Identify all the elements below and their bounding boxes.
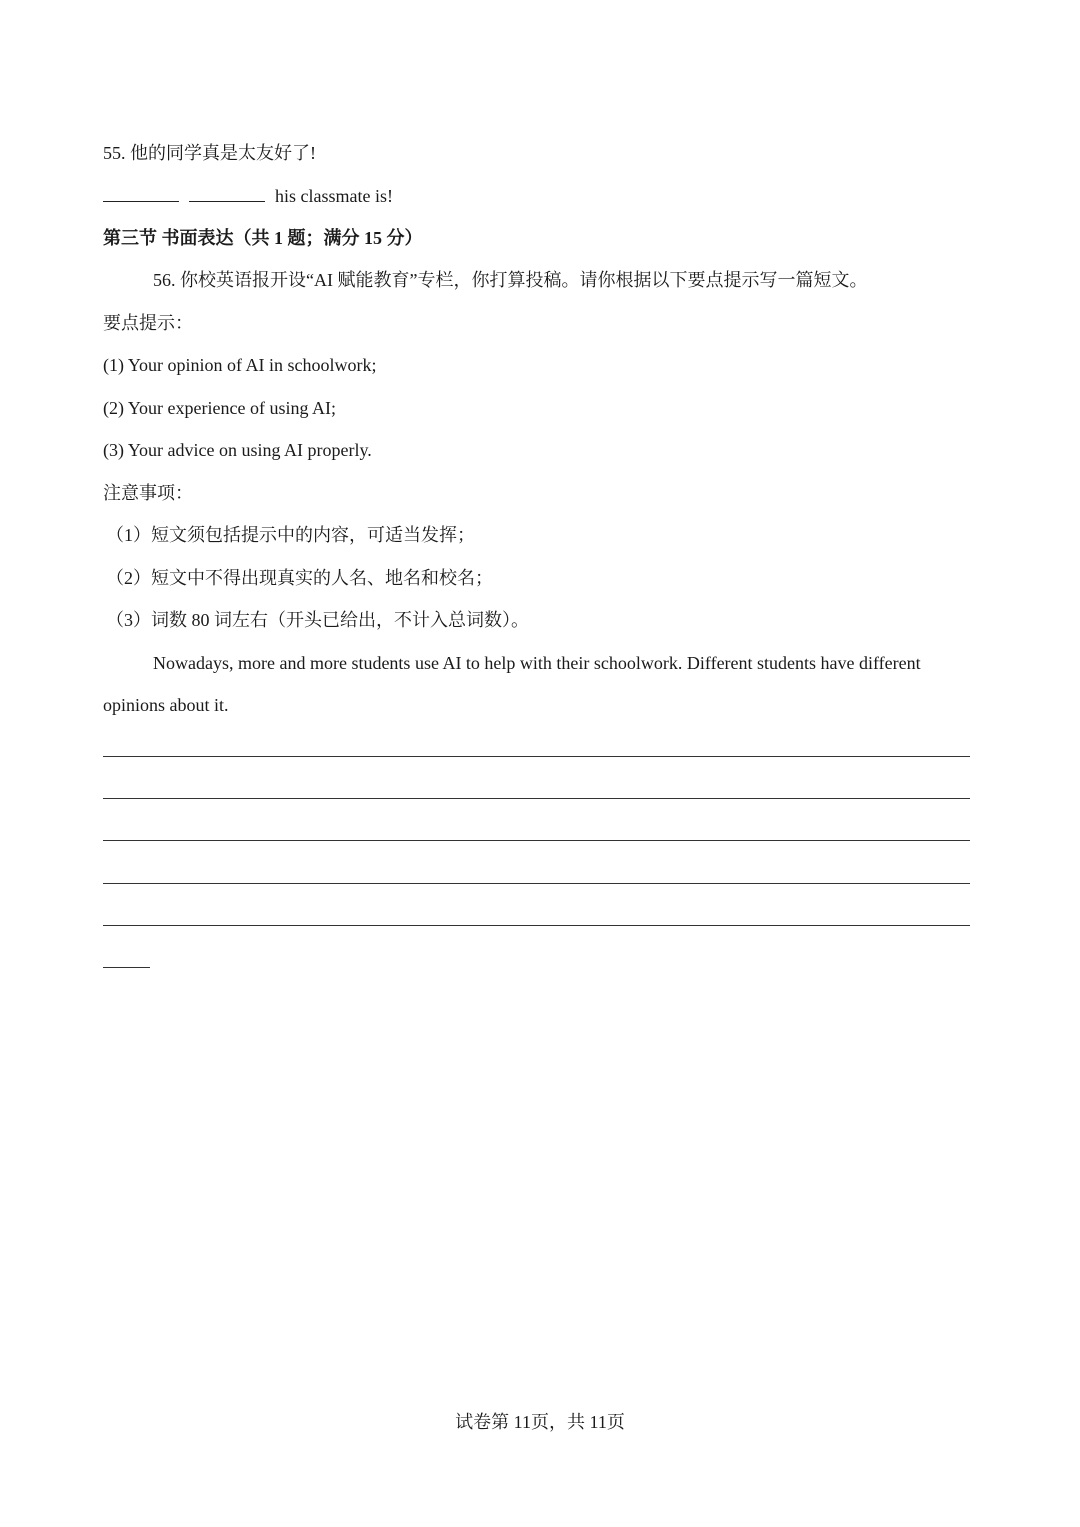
writing-line[interactable] bbox=[103, 798, 970, 799]
question-56-prompt: 56. 你校英语报开设“AI 赋能教育”专栏，你打算投稿。请你根据以下要点提示写一篇短文。 bbox=[153, 270, 868, 290]
writing-line[interactable] bbox=[103, 883, 970, 884]
note-item: （3）词数 80 词左右（开头已给出，不计入总词数）。 bbox=[106, 610, 529, 630]
section-3-heading: 第三节 书面表达（共 1 题；满分 15 分） bbox=[103, 228, 423, 248]
point-item: (1) Your opinion of AI in schoolwork; bbox=[103, 355, 377, 375]
point-item: (3) Your advice on using AI properly. bbox=[103, 440, 372, 460]
point-item: (2) Your experience of using AI; bbox=[103, 398, 336, 418]
question-55-answer-tail: his classmate is! bbox=[275, 186, 393, 206]
answer-blank-1[interactable] bbox=[103, 185, 179, 202]
question-55-prompt: 55. 他的同学真是太友好了! bbox=[103, 143, 316, 163]
answer-blank-2[interactable] bbox=[189, 185, 265, 202]
notes-title: 注意事项： bbox=[103, 483, 193, 503]
essay-opening-line-2: opinions about it. bbox=[103, 695, 229, 715]
note-item: （2）短文中不得出现真实的人名、地名和校名； bbox=[106, 568, 493, 588]
writing-line[interactable] bbox=[103, 756, 970, 757]
writing-line[interactable] bbox=[103, 925, 970, 926]
page-footer: 试卷第 11页，共 11页 bbox=[455, 1412, 625, 1432]
note-item: （1）短文须包括提示中的内容，可适当发挥； bbox=[106, 525, 475, 545]
writing-line[interactable] bbox=[103, 840, 970, 841]
essay-opening-line-1: Nowadays, more and more students use AI to help with their schoolwork. Different students have different bbox=[153, 653, 921, 673]
points-title: 要点提示： bbox=[103, 313, 193, 333]
question-55-answer-line bbox=[103, 184, 393, 208]
writing-line-end[interactable] bbox=[103, 967, 150, 968]
